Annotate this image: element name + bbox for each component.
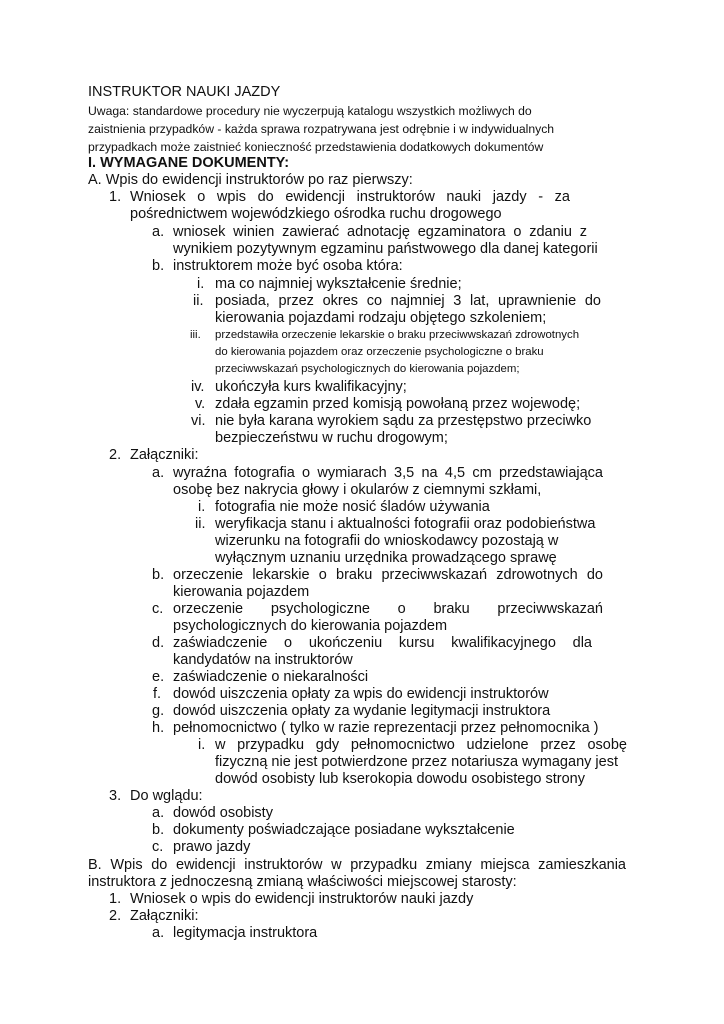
item-3c-text: prawo jazdy (173, 839, 251, 855)
item-1b-label: b. (152, 258, 165, 274)
note-line-1: Uwaga: standardowe procedury nie wyczerpują katalogu wszystkich możliwych do (88, 104, 532, 118)
subsection-b-item-2-number: 2. (109, 908, 122, 924)
item-2h-i-line-1: w przypadku gdy pełnomocnictwo udzielone przez osobę (215, 737, 627, 753)
document-title: INSTRUKTOR NAUKI JAZDY (88, 84, 281, 100)
item-2a-label: a. (152, 465, 165, 481)
subsection-b-item-2a-text: legitymacja instruktora (173, 925, 318, 941)
item-1b-vi-line-2: bezpieczeństwu w ruchu drogowym; (215, 430, 448, 446)
item-1b-v-label: v. (195, 396, 206, 412)
item-2e-text: zaświadczenie o niekaralności (173, 669, 369, 685)
item-2h-i-line-3: dowód osobisty lub kserokopia dowodu osobistego strony (215, 771, 585, 787)
item-2h-label: h. (152, 720, 165, 736)
item-2a-i-label: i. (198, 499, 206, 515)
subsection-b-item-2a-label: a. (152, 925, 165, 941)
item-2d-line-1: zaświadczenie o ukończeniu kursu kwalifikacyjnego dla (173, 635, 592, 651)
item-1-line-1: Wniosek o wpis do ewidencji instruktorów nauki jazdy - za (130, 189, 570, 205)
subsection-a-heading: A. Wpis do ewidencji instruktorów po raz pierwszy: (88, 172, 413, 188)
item-2b-label: b. (152, 567, 165, 583)
item-1b-v-text: zdała egzamin przed komisją powołaną przez wojewodę; (215, 396, 581, 412)
item-2d-line-2: kandydatów na instruktorów (173, 652, 353, 668)
item-2h-text: pełnomocnictwo ( tylko w razie reprezentacji przez pełnomocnika ) (173, 720, 599, 736)
subsection-b-line-2: instruktora z jednoczesną zmianą właściwości miejscowej starosty: (88, 874, 517, 890)
item-2f-text: dowód uiszczenia opłaty za wpis do ewidencji instruktorów (173, 686, 549, 702)
item-2-number: 2. (109, 447, 122, 463)
item-1b-vi-line-1: nie była karana wyrokiem sądu za przestępstwo przeciwko (215, 413, 592, 429)
item-2c-line-1: orzeczenie psychologiczne o braku przeciwwskazań (173, 601, 603, 617)
item-3-text: Do wglądu: (130, 788, 203, 804)
item-1b-iii-line-3: przeciwwskazań psychologicznych do kierowania pojazdem; (215, 363, 520, 375)
item-2a-ii-line-1: weryfikacja stanu i aktualności fotografii oraz podobieństwa (215, 516, 596, 532)
subsection-b-item-1-text: Wniosek o wpis do ewidencji instruktorów nauki jazdy (130, 891, 474, 907)
subsection-b-line-1: B. Wpis do ewidencji instruktorów w przypadku zmiany miejsca zamieszkania (88, 857, 626, 873)
item-2a-ii-label: ii. (195, 516, 206, 532)
item-2a-line-2: osobę bez nakrycia głowy i okularów z ciemnymi szkłami, (173, 482, 542, 498)
item-1a-line-2: wynikiem pozytywnym egzaminu państwowego dla danej kategorii (173, 241, 598, 257)
item-2a-i-text: fotografia nie może nosić śladów używania (215, 499, 490, 515)
item-2a-ii-line-2: wizerunku na fotografii do wnioskodawcy pozostają w (215, 533, 559, 549)
item-2f-label: f. (153, 686, 162, 702)
item-2h-i-line-2: fizyczną nie jest potwierdzone przez notariusza wymagany jest (215, 754, 618, 770)
item-2c-line-2: psychologicznych do kierowania pojazdem (173, 618, 448, 634)
note-line-2: zaistnienia przypadków - każda sprawa rozpatrywana jest odrębnie i w indywidualnych (88, 122, 555, 136)
item-3a-label: a. (152, 805, 165, 821)
item-2a-ii-line-3: wyłącznym uznaniu urzędnika prowadzącego sprawę (215, 550, 557, 566)
item-2h-i-label: i. (198, 737, 206, 753)
item-3-number: 3. (109, 788, 122, 804)
item-1b-iv-text: ukończyła kurs kwalifikacyjny; (215, 379, 407, 395)
item-2a-line-1: wyraźna fotografia o wymiarach 3,5 na 4,5 cm przedstawiająca (173, 465, 603, 481)
item-1b-ii-line-2: kierowania pojazdami rodzaju objętego szkoleniem; (215, 310, 547, 326)
subsection-b-item-2-text: Załączniki: (130, 908, 199, 924)
item-2g-text: dowód uiszczenia opłaty za wydanie legitymacji instruktora (173, 703, 551, 719)
item-1b-iii-label: iii. (190, 329, 201, 341)
item-2-text: Załączniki: (130, 447, 199, 463)
item-3b-label: b. (152, 822, 165, 838)
item-1b-i-label: i. (197, 276, 205, 292)
item-2g-label: g. (152, 703, 165, 719)
item-2b-line-1: orzeczenie lekarskie o braku przeciwwskazań zdrowotnych do (173, 567, 603, 583)
item-1b-vi-label: vi. (191, 413, 206, 429)
item-2d-label: d. (152, 635, 165, 651)
item-1-number: 1. (109, 189, 122, 205)
item-3a-text: dowód osobisty (173, 805, 273, 821)
item-1a-line-1: wniosek winien zawierać adnotację egzaminatora o zdaniu z (173, 224, 587, 240)
note-line-3: przypadkach może zaistnieć konieczność przedstawienia dodatkowych dokumentów (88, 140, 544, 154)
item-1b-iv-label: iv. (191, 379, 205, 395)
section-heading: I. WYMAGANE DOKUMENTY: (88, 155, 290, 171)
item-2b-line-2: kierowania pojazdem (173, 584, 310, 600)
item-1b-text: instruktorem może być osoba która: (173, 258, 403, 274)
subsection-b-item-1-number: 1. (109, 891, 122, 907)
item-2e-label: e. (152, 669, 165, 685)
item-1b-ii-line-1: posiada, przez okres co najmniej 3 lat, uprawnienie do (215, 293, 601, 309)
item-2c-label: c. (152, 601, 164, 617)
item-1b-iii-line-1: przedstawiła orzeczenie lekarskie o braku przeciwwskazań zdrowotnych (215, 329, 580, 341)
item-1-line-2: pośrednictwem wojewódzkiego ośrodka ruchu drogowego (130, 206, 502, 222)
item-1b-iii-line-2: do kierowania pojazdem oraz orzeczenie psychologiczne o braku (215, 346, 544, 358)
item-1a-label: a. (152, 224, 165, 240)
item-1b-i-text: ma co najmniej wykształcenie średnie; (215, 276, 462, 292)
item-3c-label: c. (152, 839, 164, 855)
item-3b-text: dokumenty poświadczające posiadane wykształcenie (173, 822, 515, 838)
item-1b-ii-label: ii. (193, 293, 204, 309)
